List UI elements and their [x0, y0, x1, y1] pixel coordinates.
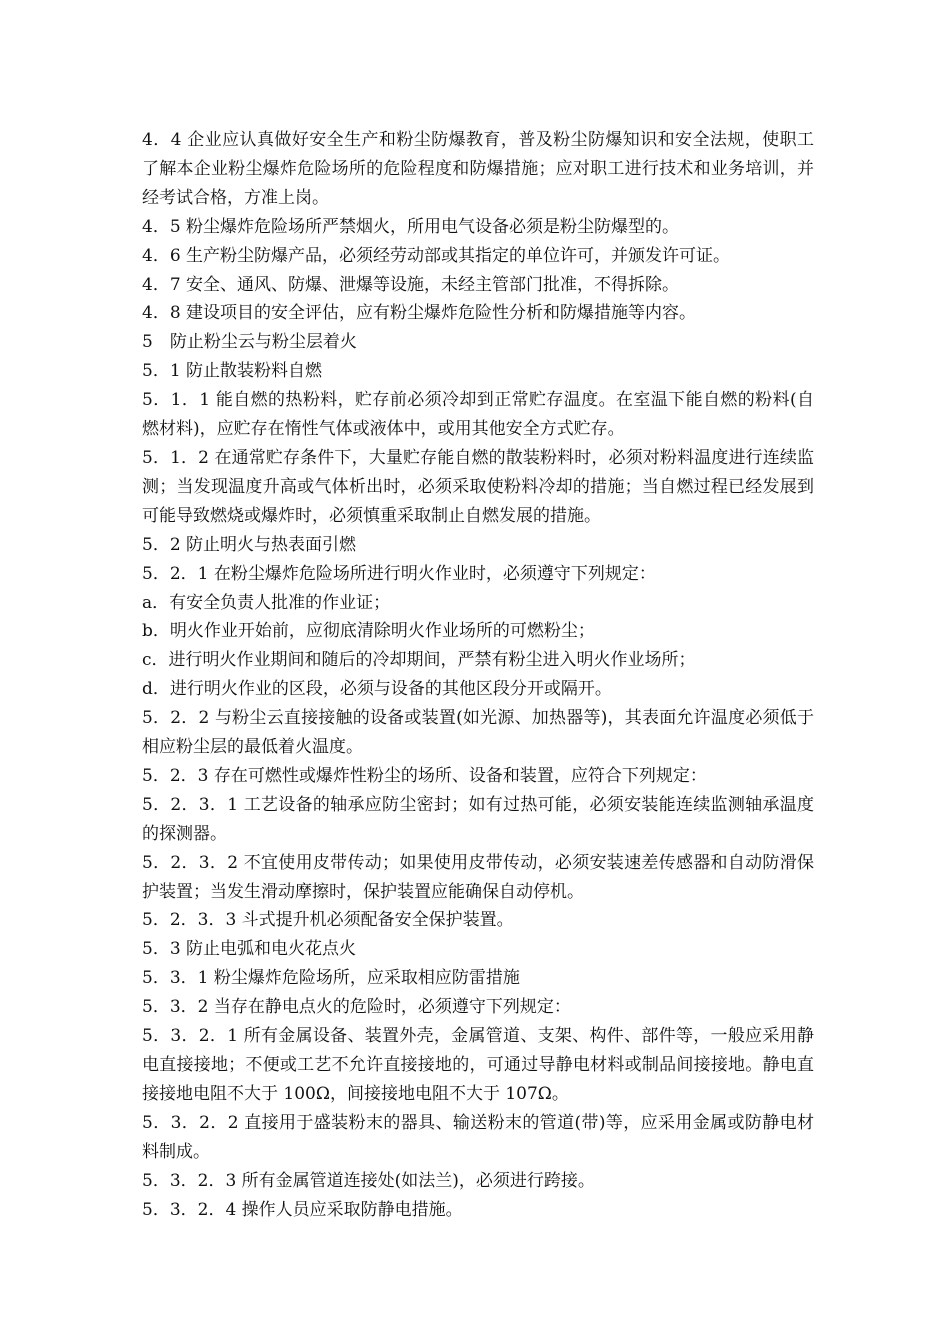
paragraph-4-6: 4．6 生产粉尘防爆产品，必须经劳动部或其指定的单位许可，并颁发许可证。: [142, 245, 731, 266]
paragraph-5-3-1: 5．3．1 粉尘爆炸危险场所，应采取相应防雷措施: [142, 968, 520, 989]
subsection-heading-5-1: 5．1 防止散装粉料自燃: [142, 361, 323, 382]
paragraph-5-1-2: 5．1．2 在通常贮存条件下，大量贮存能自燃的散装粉料时，必须对粉料温度进行连续监测；当发现温度升高或气体析出时，必须采取使粉料冷却的措施；当自燃过程已经发展到可能导致燃烧或爆炸时，必须慎重采取制止自燃发展的措施。: [142, 447, 814, 526]
paragraph-4-7: 4．7 安全、通风、防爆、泄爆等设施，未经主管部门批准，不得拆除。: [142, 274, 680, 295]
paragraph-4-8: 4．8 建设项目的安全评估，应有粉尘爆炸危险性分析和防爆措施等内容。: [142, 303, 697, 324]
section-heading-5: 5 防止粉尘云与粉尘层着火: [142, 332, 357, 353]
paragraph-5-1-1: 5．1．1 能自燃的热粉料，贮存前必须冷却到正常贮存温度。在室温下能自燃的粉料(自燃材料)，应贮存在惰性气体或液体中，或用其他安全方式贮存。: [142, 390, 814, 440]
list-item-c: c．进行明火作业期间和随后的冷却期间，严禁有粉尘进入明火作业场所；: [142, 650, 696, 671]
paragraph-5-3-2-1: 5．3．2．1 所有金属设备、装置外壳，金属管道、支架、构件、部件等，一般应采用静电直接接地；不便或工艺不允许直接接地的，可通过导静电材料或制品间接接地。静电直接接地电阻不大于 100Ω，间接接地电阻不大于 107Ω。: [142, 1026, 814, 1104]
paragraph-4-5: 4．5 粉尘爆炸危险场所严禁烟火，所用电气设备必须是粉尘防爆型的。: [142, 216, 680, 237]
paragraph-5-2-1: 5．2．1 在粉尘爆炸危险场所进行明火作业时，必须遵守下列规定：: [142, 563, 656, 584]
subsection-heading-5-2: 5．2 防止明火与热表面引燃: [142, 534, 357, 555]
paragraph-5-2-3-1: 5．2．3．1 工艺设备的轴承应防尘密封；如有过热可能，必须安装能连续监测轴承温度的探测器。: [142, 794, 814, 844]
document-page: [142, 126, 814, 1224]
paragraph-5-2-2: 5．2．2 与粉尘云直接接触的设备或装置(如光源、加热器等)，其表面允许温度必须低于相应粉尘层的最低着火温度。: [142, 708, 814, 758]
paragraph-5-3-2-3: 5．3．2．3 所有金属管道连接处(如法兰)，必须进行跨接。: [142, 1170, 595, 1191]
list-item-a: a．有安全负责人批准的作业证；: [142, 592, 391, 613]
paragraph-5-3-2: 5．3．2 当存在静电点火的危险时，必须遵守下列规定：: [142, 997, 571, 1018]
paragraph-5-2-3-3: 5．2．3．3 斗式提升机必须配备安全保护装置。: [142, 910, 514, 931]
paragraph-5-2-3-2: 5．2．3．2 不宜使用皮带传动；如果使用皮带传动，必须安装速差传感器和自动防滑保护装置；当发生滑动摩擦时，保护装置应能确保自动停机。: [142, 852, 814, 902]
paragraph-5-3-2-4: 5．3．2．4 操作人员应采取防静电措施。: [142, 1199, 463, 1220]
subsection-heading-5-3: 5．3 防止电弧和电火花点火: [142, 939, 357, 960]
list-item-b: b．明火作业开始前，应彻底清除明火作业场所的可燃粉尘；: [142, 621, 595, 642]
paragraph-4-4: 4．4 企业应认真做好安全生产和粉尘防爆教育，普及粉尘防爆知识和安全法规，使职工了解本企业粉尘爆炸危险场所的危险程度和防爆措施；应对职工进行技术和业务培训，并经考试合格，方准上岗。: [142, 130, 814, 208]
list-item-d: d．进行明火作业的区段，必须与设备的其他区段分开或隔开。: [142, 679, 612, 700]
paragraph-5-3-2-2: 5．3．2．2 直接用于盛装粉末的器具、输送粉末的管道(带)等，应采用金属或防静电材料制成。: [142, 1112, 814, 1162]
paragraph-5-2-3: 5．2．3 存在可燃性或爆炸性粉尘的场所、设备和装置，应符合下列规定：: [142, 765, 707, 786]
